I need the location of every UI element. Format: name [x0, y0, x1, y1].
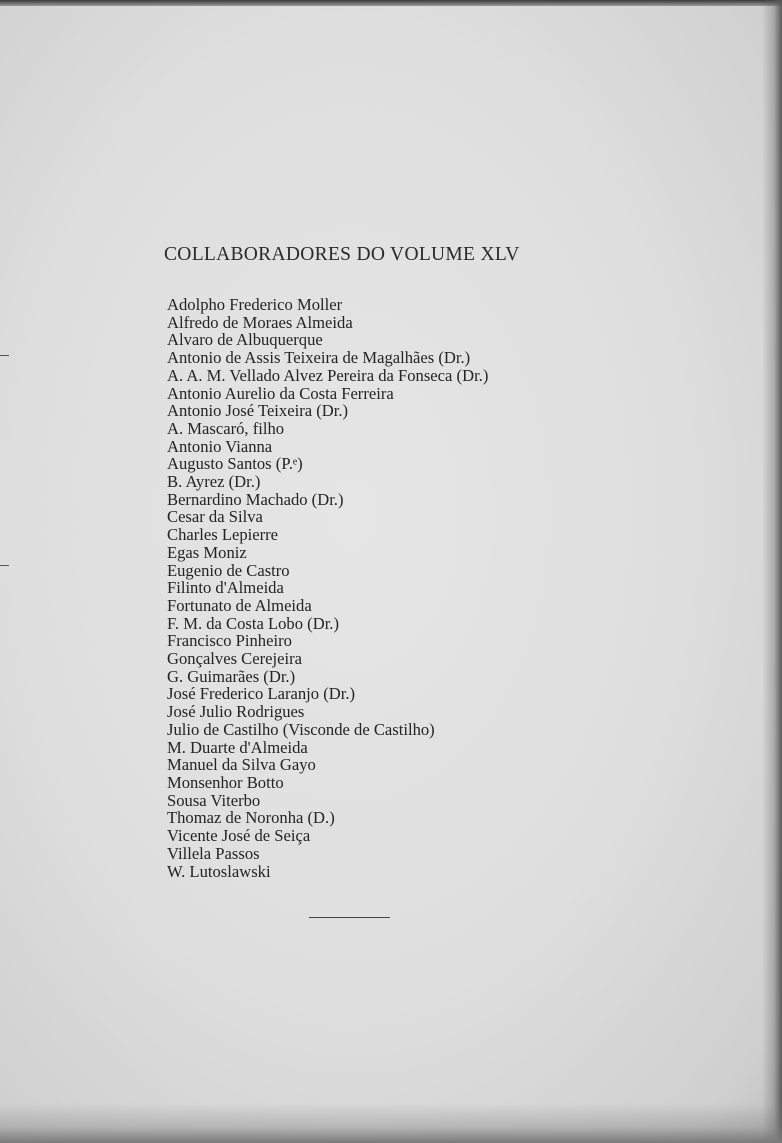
contributor-name: A. A. M. Vellado Alvez Pereira da Fonseca (Dr.)	[167, 365, 489, 385]
contributor-name: M. Duarte d'Almeida	[167, 737, 308, 757]
contributor-name: Monsenhor Botto	[167, 772, 284, 792]
contributor-name: Alvaro de Albuquerque	[167, 330, 323, 350]
contributor-name: Thomaz de Noronha (D.)	[167, 808, 335, 828]
contributor-name: Cesar da Silva	[167, 507, 263, 527]
contributor-name: Charles Lepierre	[167, 525, 279, 545]
contributor-name: Sousa Viterbo	[167, 790, 261, 810]
contributor-name: Antonio de Assis Teixeira de Magalhães (Dr.)	[167, 348, 471, 368]
margin-tick	[0, 565, 9, 566]
contributor-name: G. Guimarães (Dr.)	[167, 666, 296, 686]
page-bottom-edge	[0, 1103, 782, 1143]
page-top-edge	[0, 0, 782, 6]
contributor-name: Alfredo de Moraes Almeida	[167, 312, 353, 332]
margin-tick	[0, 355, 9, 356]
contributor-name: José Julio Rodrigues	[167, 702, 305, 722]
contributor-name: Antonio Aurelio da Costa Ferreira	[167, 383, 394, 403]
contributor-name: Julio de Castilho (Visconde de Castilho)	[167, 719, 435, 739]
contributor-name: Antonio Vianna	[167, 436, 273, 456]
contributor-name: F. M. da Costa Lobo (Dr.)	[167, 613, 339, 633]
contributor-name: Manuel da Silva Gayo	[167, 755, 316, 775]
contributor-name: Gonçalves Cerejeira	[167, 649, 302, 669]
page-heading: COLLABORADORES DO VOLUME XLV	[164, 244, 520, 265]
contributor-name: Bernardino Machado (Dr.)	[167, 489, 344, 509]
page-right-edge	[762, 0, 782, 1143]
contributor-name: Egas Moniz	[167, 542, 247, 562]
contributor-name: Antonio José Teixeira (Dr.)	[167, 401, 349, 421]
contributor-name: A. Mascaró, filho	[167, 418, 285, 438]
contributor-name: B. Ayrez (Dr.)	[167, 472, 261, 492]
contributor-name: Fortunato de Almeida	[167, 595, 312, 615]
contributor-name: Villela Passos	[167, 843, 260, 863]
contributor-name: José Frederico Laranjo (Dr.)	[167, 684, 355, 704]
contributor-name: Adolpho Frederico Moller	[167, 295, 343, 314]
contributor-name: Augusto Santos (P.ᵉ)	[167, 454, 303, 474]
contributor-name: Vicente José de Seiça	[167, 826, 311, 846]
contributor-name: Francisco Pinheiro	[167, 631, 292, 651]
contributor-name: W. Lutoslawski	[167, 861, 271, 881]
contributor-name: Eugenio de Castro	[167, 560, 290, 580]
contributor-list	[167, 296, 488, 880]
contributor-name: Filinto d'Almeida	[167, 578, 284, 598]
closing-rule	[309, 917, 390, 918]
